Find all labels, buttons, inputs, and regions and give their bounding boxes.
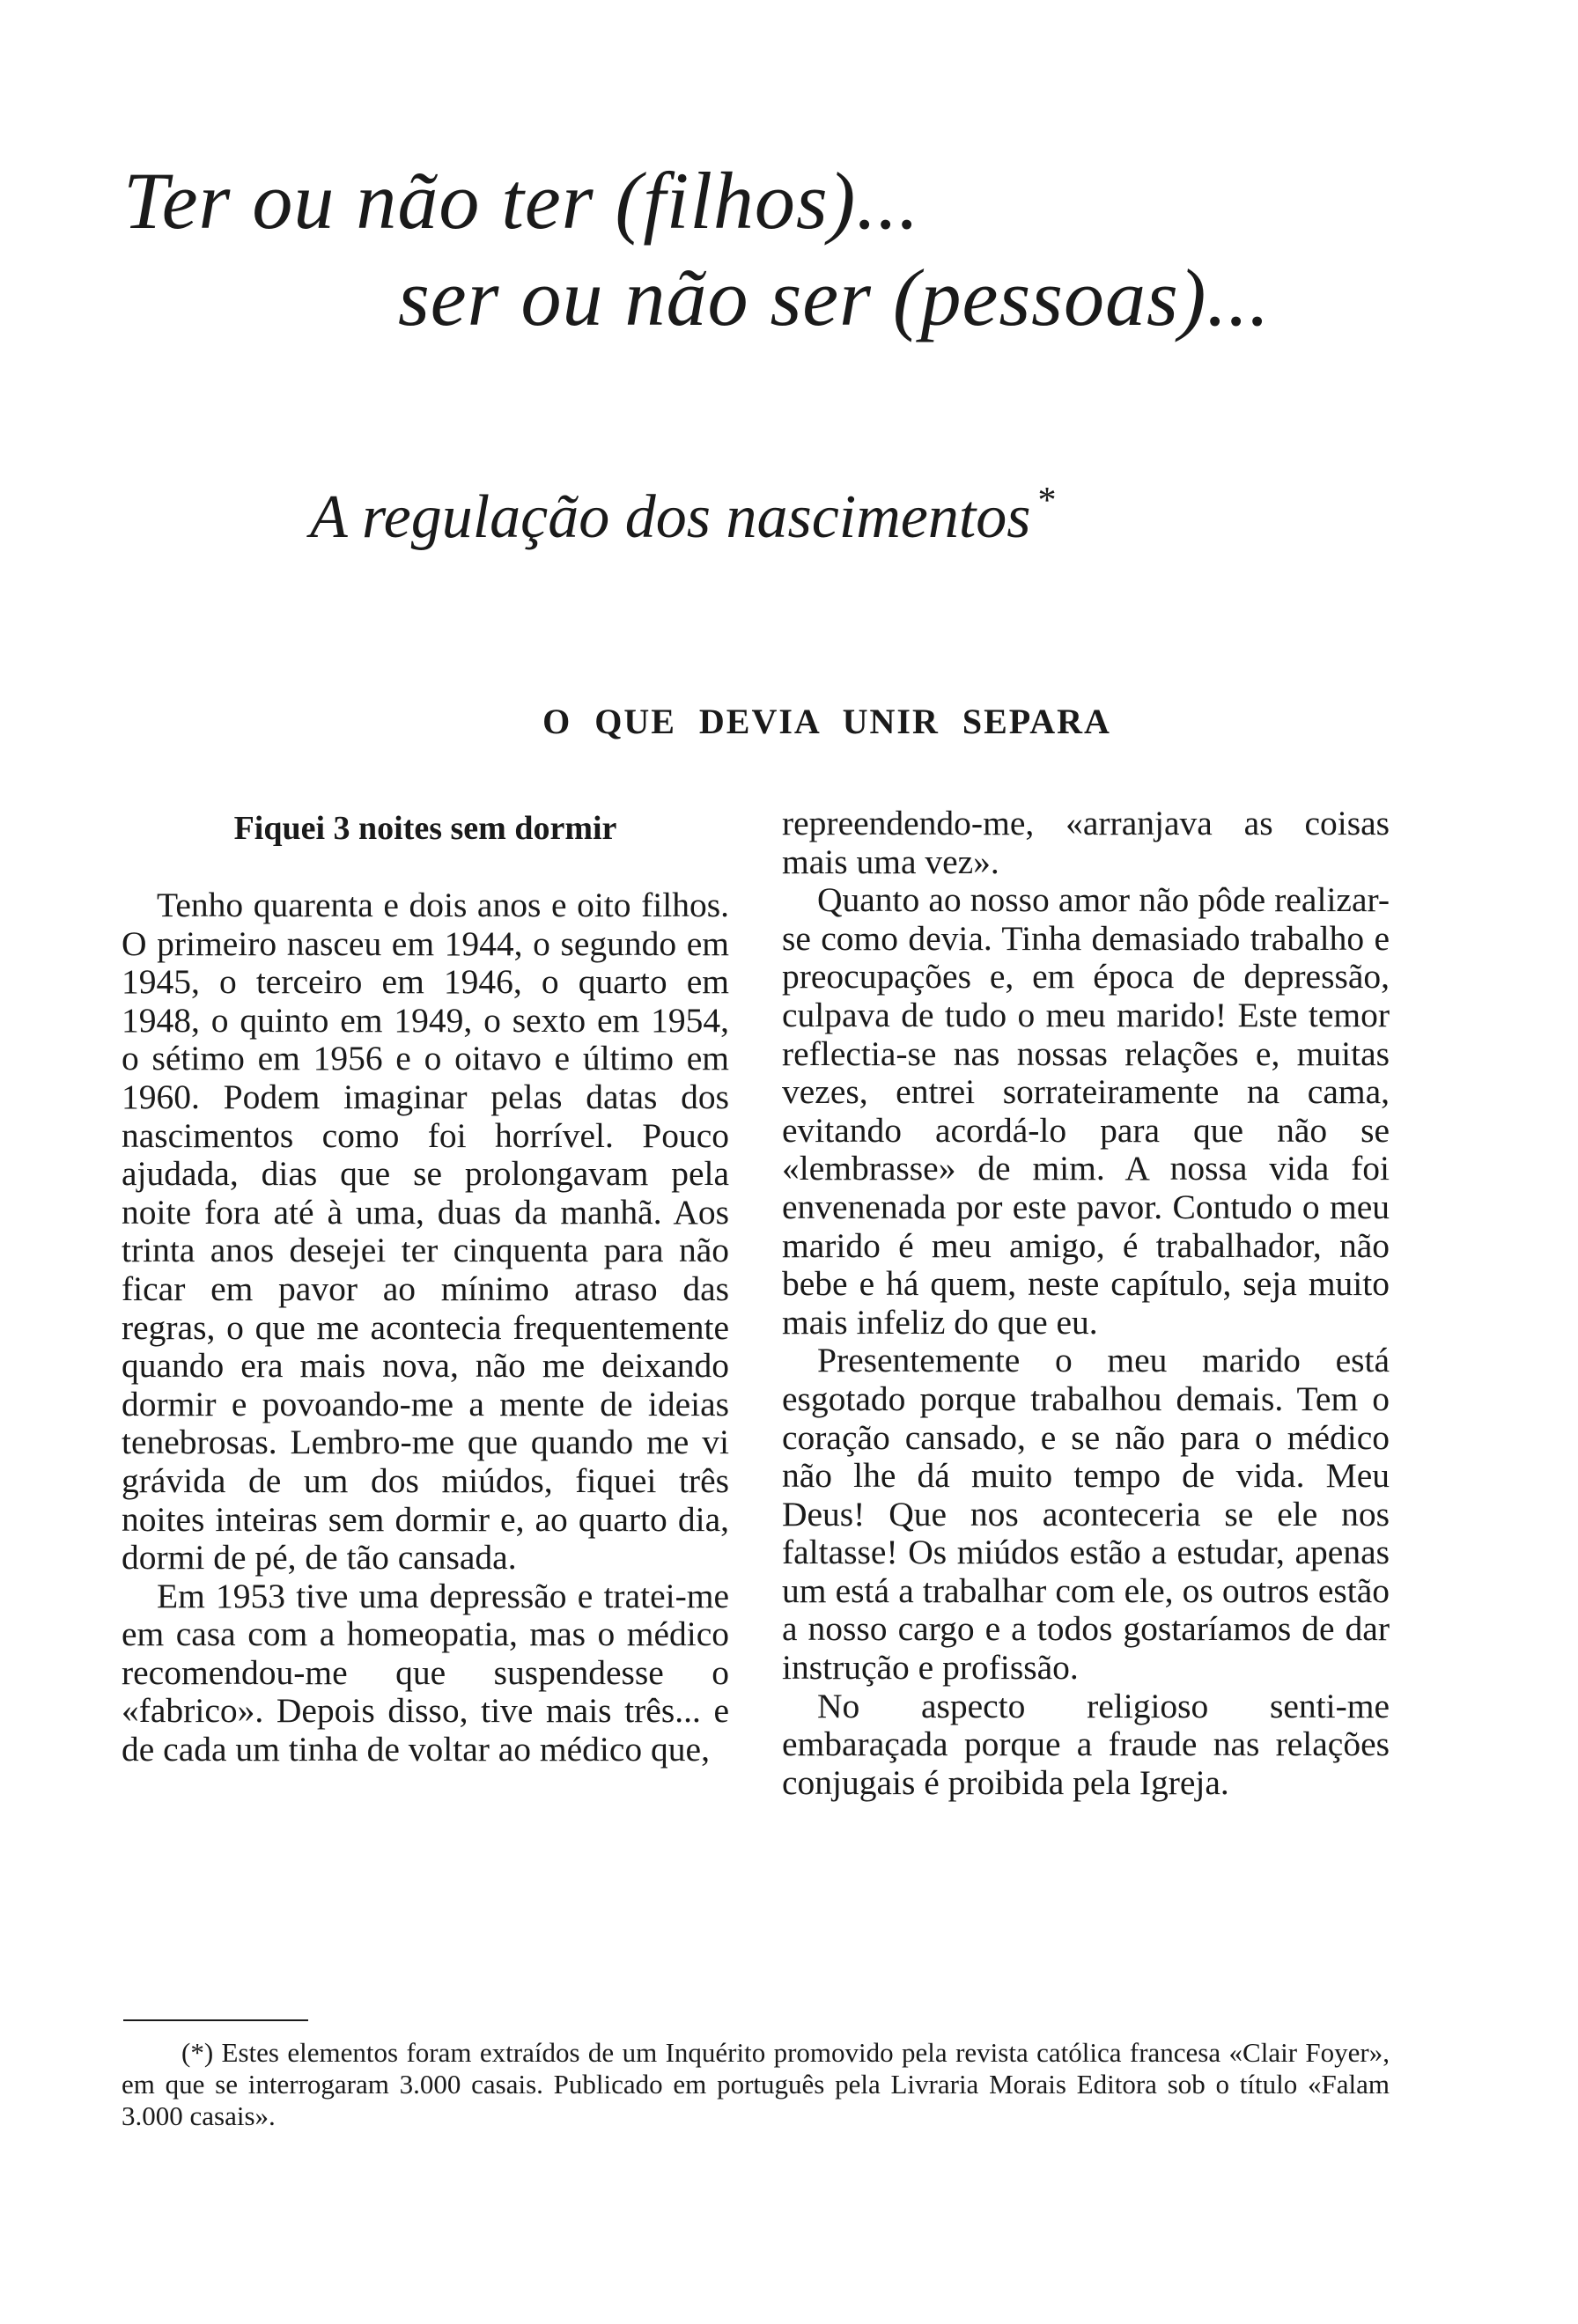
title-line-1: Ter ou não ter (filhos)... [123,156,920,246]
footnote-marker: * [1037,481,1057,521]
paragraph: Quanto ao nosso amor não pôde realizar-se como devia. Tinha demasiado trabalho e preocupações e, em época de depressão, culpava de tudo o meu marido! Este temor reflectia-se nas nossas relações e, muitas vezes, entrei sorrateiramente na cama, evitando acordá-lo para que não se «lembrasse» de mim. A nossa vida foi envenenada por este pavor. Contudo o meu marido é meu amigo, é trabalhador, não bebe e há quem, neste capítulo, seja muito mais infeliz do que eu. [782,880,1390,1342]
paragraph: No aspecto religioso senti-me embaraçada porque a fraude nas relações conjugais é proibida pela Igreja. [782,1686,1390,1802]
article-subheading: Fiquei 3 noites sem dormir [233,810,617,847]
paragraph-continuation: repreendendo-me, «arranjava as coisas mais uma vez». [782,804,1390,881]
article-column-right [782,805,1390,1802]
footnote-text: (*) Estes elementos foram extraídos de um Inquérito promovido pela revista católica francesa «Clair Foyer», em que se interrogaram 3.000 casais. Publicado em português pela Livraria Morais Editora sob o título «Falam 3.000 casais». [122,2037,1390,2131]
paragraph: Em 1953 tive uma depressão e tratei-me em casa com a homeopatia, mas o médico recomendou-me que suspendesse o «fabrico». Depois disso, tive mais três... e de cada um tinha de voltar ao médico que, [122,1576,729,1769]
subtitle-text: A regulação dos nascimentos [310,483,1031,551]
section-heading: O QUE DEVIA UNIR SEPARA [542,702,1111,741]
paragraph: Presentemente o meu marido está esgotado porque trabalhou demais. Tem o coração cansado, e se não para o médico não lhe dá muito tempo de vida. Meu Deus! Que nos aconteceria se ele nos faltasse! Os miúdos estão a estudar, apenas um está a trabalhar com ele, os outros estão a nosso cargo e a todos gostaríamos de dar instrução e profissão. [782,1341,1390,1688]
footnote [122,2037,1390,2132]
subtitle [310,481,1057,551]
paragraph: Tenho quarenta e dois anos e oito filhos. O primeiro nasceu em 1944, o segundo em 1945, o terceiro em 1946, o quarto em 1948, o quinto em 1949, o sexto em 1954, o sétimo em 1956 e o oitavo e último em 1960. Podem imaginar pelas datas dos nascimentos como foi horrível. Pouco ajudada, dias que se prolongavam pela noite fora até à uma, duas da manhã. Aos trinta anos desejei ter cinquenta para não ficar em pavor ao mínimo atraso das regras, o que me acontecia frequentemente quando era mais nova, não me deixando dormir e povoando-me a mente de ideias tenebrosas. Lembro-me que quando me vi grávida de um dos miúdos, fiquei três noites inteiras sem dormir e, ao quarto dia, dormi de pé, de tão cansada. [122,886,729,1578]
footnote-divider [123,2019,308,2021]
article-column-left [122,810,729,1769]
title-line-2: ser ou não ser (pessoas)... [398,253,1271,342]
